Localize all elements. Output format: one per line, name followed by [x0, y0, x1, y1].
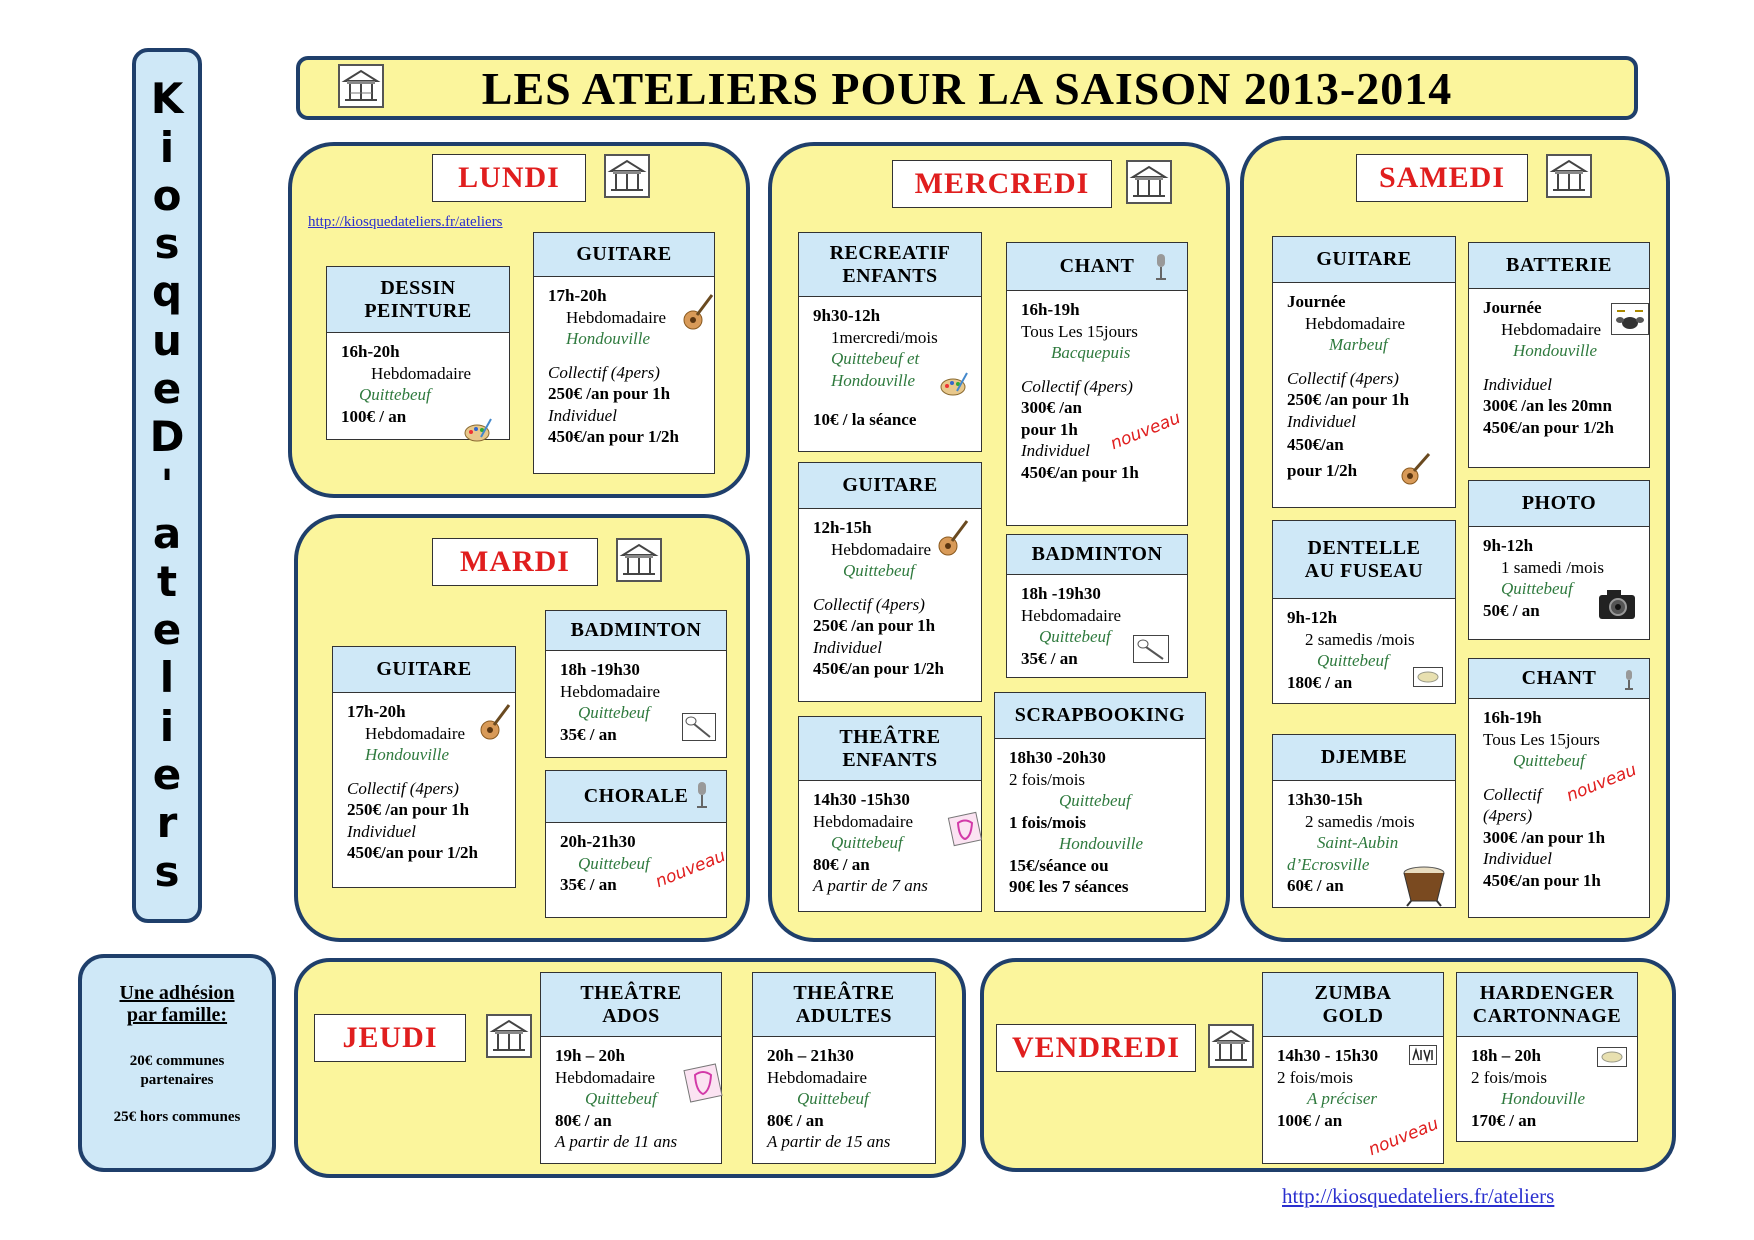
card-theatre-enfants [798, 716, 982, 912]
card-header: RECREATIF ENFANTS [799, 233, 981, 297]
nouveau-badge: nouveau [1365, 1113, 1442, 1161]
theatre-mask-icon [681, 1061, 725, 1105]
adhesion-box [78, 954, 276, 1172]
card-header: CHANT [1007, 243, 1187, 291]
card-body: 17h-20h Hebdomadaire Hondouville Collectif (4pers) 250€ /an pour 1h Individuel 450€/an pour 1/2h [534, 277, 714, 452]
banner-letter: e [152, 749, 182, 799]
day-label-vendredi: VENDREDI [996, 1024, 1196, 1072]
kiosk-icon [1208, 1024, 1254, 1068]
page-title: LES ATELIERS POUR LA SAISON 2013-2014 [481, 62, 1453, 114]
microphone-icon [694, 781, 710, 809]
card-header: GUITARE [534, 233, 714, 277]
guitar-icon [1399, 451, 1433, 487]
card-dessin-peinture [326, 266, 510, 440]
day-label-samedi: SAMEDI [1356, 154, 1528, 202]
card-body: 18h – 20h 2 fois/mois Hondouville 170€ / an [1457, 1037, 1637, 1135]
banner-letter: e [152, 363, 182, 413]
card-dentelle [1272, 520, 1456, 704]
banner-letter: s [154, 846, 180, 896]
card-header: BADMINTON [1007, 535, 1187, 575]
zumba-icon [1409, 1045, 1437, 1065]
adhesion-title-1: Une adhésion [119, 982, 235, 1004]
day-label-mardi: MARDI [432, 538, 598, 586]
adhesion-price-partners: 20€ communes [129, 1053, 225, 1069]
drums-icon [1611, 303, 1649, 335]
banner-letter: l [159, 653, 175, 703]
theatre-mask-icon [947, 811, 983, 847]
card-chant-samedi [1468, 658, 1650, 918]
card-header: GUITARE [333, 647, 515, 693]
djembe-icon [1401, 865, 1447, 907]
craft-icon [1597, 1047, 1627, 1067]
nouveau-badge: nouveau [652, 845, 729, 893]
guitar-icon [479, 701, 513, 741]
card-body: 16h-19h Tous Les 15jours Quittebeuf Collectif (4pers) 300€ /an pour 1h Individuel 450€/an pour 1h nouveau [1483, 708, 1640, 890]
camera-icon [1597, 585, 1641, 623]
card-header: DENTELLE AU FUSEAU [1273, 521, 1455, 599]
guitar-icon [682, 291, 716, 331]
card-header: SCRAPBOOKING [995, 693, 1205, 739]
card-header: BADMINTON [546, 611, 726, 651]
card-body: 13h30-15h 2 samedis /mois Saint-Aubin d’Ecrosville 60€ / an [1273, 781, 1455, 901]
card-zumba-gold [1262, 972, 1444, 1164]
card-header: DJEMBE [1273, 735, 1455, 781]
kiosk-icon [1546, 154, 1592, 198]
card-badminton-mercredi [1006, 534, 1188, 678]
website-link-small[interactable]: http://kiosquedateliers.fr/ateliers [308, 214, 503, 230]
card-body: 20h – 21h30 Hebdomadaire Quittebeuf 80€ / an A partir de 15 ans [767, 1046, 891, 1151]
banner-letter: i [159, 122, 175, 172]
card-header: THEÂTRE ADOS [541, 973, 721, 1037]
lace-icon [1413, 667, 1443, 687]
card-body: Journée Hebdomadaire Hondouville Individuel 300€ /an les 20mn 450€/an pour 1/2h [1469, 289, 1649, 442]
day-label-lundi: LUNDI [432, 154, 586, 202]
banner-letter: q [151, 267, 183, 317]
kiosk-icon [616, 538, 662, 582]
card-theatre-adultes [752, 972, 936, 1164]
title-bar [296, 56, 1638, 120]
card-batterie [1468, 242, 1650, 468]
card-guitare-mercredi [798, 462, 982, 702]
day-label-mercredi: MERCREDI [892, 160, 1112, 208]
card-body: 12h-15h Hebdomadaire Quittebeuf Collectif (4pers) 250€ /an pour 1h Individuel 450€/an pour 1/2h [799, 509, 981, 684]
website-link[interactable]: http://kiosquedateliers.fr/ateliers [1282, 1184, 1555, 1208]
card-body: 18h -19h30 Hebdomadaire Quittebeuf 35€ / an [1007, 575, 1187, 673]
kiosk-icon [1126, 160, 1172, 204]
adhesion-title-2: par famille: [126, 1004, 228, 1026]
card-body: Journée Hebdomadaire Marbeuf Collectif (4pers) 250€ /an pour 1h Individuel 450€/an pour 1/2h [1273, 283, 1455, 485]
card-scrapbooking [994, 692, 1206, 912]
nouveau-badge: nouveau [1563, 759, 1640, 807]
banner-letter: t [156, 556, 178, 606]
card-recreatif-enfants [798, 232, 982, 452]
kiosk-icon [604, 154, 650, 198]
card-body: 16h-19h Tous Les 15jours Bacquepuis Collectif (4pers) 300€ /an pour 1h Individuel 450€/an pour 1h nouveau [1021, 300, 1184, 482]
card-header: PHOTO [1469, 481, 1649, 527]
palette-icon [939, 371, 969, 397]
card-body: 19h – 20h Hebdomadaire Quittebeuf 80€ / an A partir de 11 ans [541, 1037, 721, 1157]
badminton-icon [682, 713, 716, 741]
card-header: CHANT [1469, 659, 1649, 699]
microphone-icon [1623, 669, 1635, 691]
badminton-icon [1133, 635, 1169, 663]
card-header: HARDENGER CARTONNAGE [1457, 973, 1637, 1037]
banner-letter: i [159, 701, 175, 751]
card-header: DESSIN PEINTURE [327, 267, 509, 333]
adhesion-partners-label: partenaires [140, 1072, 214, 1088]
card-header: THEÂTRE ENFANTS [799, 717, 981, 781]
card-guitare-samedi [1272, 236, 1456, 508]
card-chorale [545, 770, 727, 918]
nouveau-badge: nouveau [1107, 407, 1184, 455]
card-body: 9h-12h 1 samedi /mois Quittebeuf 50€ / an [1469, 527, 1649, 625]
card-theatre-ados [540, 972, 722, 1164]
card-hardenger-cartonnage [1456, 972, 1638, 1142]
card-header: THEÂTRE ADULTES [753, 973, 935, 1037]
card-header: GUITARE [1273, 237, 1455, 283]
card-photo [1468, 480, 1650, 640]
card-body: 18h30 -20h30 2 fois/mois Quittebeuf 1 fois/mois Hondouville 15€/séance ou 90€ les 7 séances [1009, 748, 1144, 896]
vertical-banner [132, 48, 202, 923]
card-header: BATTERIE [1469, 243, 1649, 289]
card-header: CHORALE [546, 771, 726, 823]
banner-letter: u [152, 315, 182, 365]
banner-letter: D [149, 412, 185, 462]
card-body: 20h-21h30 Quittebeuf 35€ / an nouveau [560, 832, 729, 894]
palette-icon [463, 417, 493, 443]
adhesion-price-other: 25€ hors communes [113, 1109, 241, 1125]
banner-letter: e [152, 605, 182, 655]
kiosk-icon [486, 1014, 532, 1058]
card-body: 17h-20h Hebdomadaire Hondouville Collectif (4pers) 250€ /an pour 1h Individuel 450€/an pour 1/2h [333, 693, 515, 868]
card-body: 9h30-12h 1mercredi/mois Quittebeuf et Hondouville 10€ / la séance [799, 297, 981, 435]
guitar-icon [937, 517, 971, 557]
card-guitare-mardi [332, 646, 516, 888]
banner-letter: o [152, 170, 182, 220]
card-body: 16h-20h Hebdomadaire Quittebeuf 100€ / an [327, 333, 509, 431]
banner-letter: a [152, 508, 182, 558]
banner-letter: s [154, 219, 180, 269]
card-header: ZUMBA GOLD [1263, 973, 1443, 1037]
card-body: 14h30 - 15h30 2 fois/mois A préciser 100€ / an nouveau [1277, 1046, 1442, 1161]
card-djembe [1272, 734, 1456, 908]
banner-letter: ' [160, 460, 174, 510]
card-body: 18h -19h30 Hebdomadaire Quittebeuf 35€ / an [546, 651, 726, 749]
banner-letter: r [156, 798, 178, 848]
card-body: 14h30 -15h30 Hebdomadaire Quittebeuf 80€ / an A partir de 7 ans [799, 781, 981, 901]
banner-letter: K [150, 74, 184, 124]
card-guitare-lundi [533, 232, 715, 474]
kiosk-icon [338, 64, 384, 108]
card-header: GUITARE [799, 463, 981, 509]
card-chant-mercredi [1006, 242, 1188, 526]
card-body: 9h-12h 2 samedis /mois Quittebeuf 180€ / an [1273, 599, 1455, 697]
card-badminton-mardi [545, 610, 727, 758]
microphone-icon [1153, 253, 1169, 281]
day-label-jeudi: JEUDI [314, 1014, 466, 1062]
